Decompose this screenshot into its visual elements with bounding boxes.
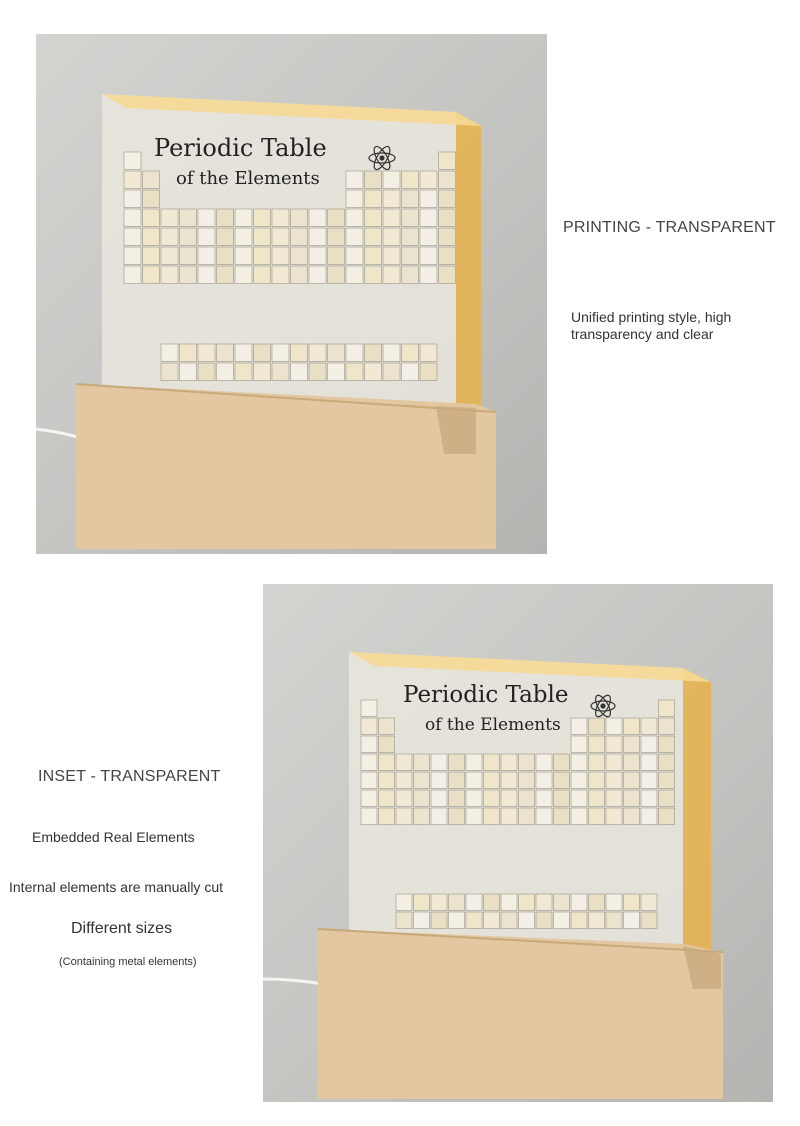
acrylic-plaque-illustration (263, 584, 773, 1102)
plaque-title: Periodic Table (403, 682, 569, 708)
plaque-subtitle: of the Elements (425, 715, 561, 735)
printing-description-line2: transparency and clear (571, 326, 714, 342)
plaque-subtitle: of the Elements (176, 168, 320, 189)
product-photo-printing (36, 34, 547, 554)
section-heading-printing: PRINTING - TRANSPARENT (563, 219, 776, 236)
inset-note-metal: (Containing metal elements) (59, 956, 197, 968)
wooden-base (318, 929, 723, 1099)
section-heading-inset: INSET - TRANSPARENT (38, 768, 221, 785)
inset-line-embedded: Embedded Real Elements (32, 829, 195, 845)
product-photo-inset (263, 584, 773, 1102)
printing-description-line1: Unified printing style, high (571, 309, 732, 325)
plaque-title: Periodic Table (154, 134, 327, 162)
inset-line-manually-cut: Internal elements are manually cut (9, 879, 223, 895)
acrylic-plaque-illustration (36, 34, 547, 554)
inset-line-sizes: Different sizes (71, 920, 173, 937)
